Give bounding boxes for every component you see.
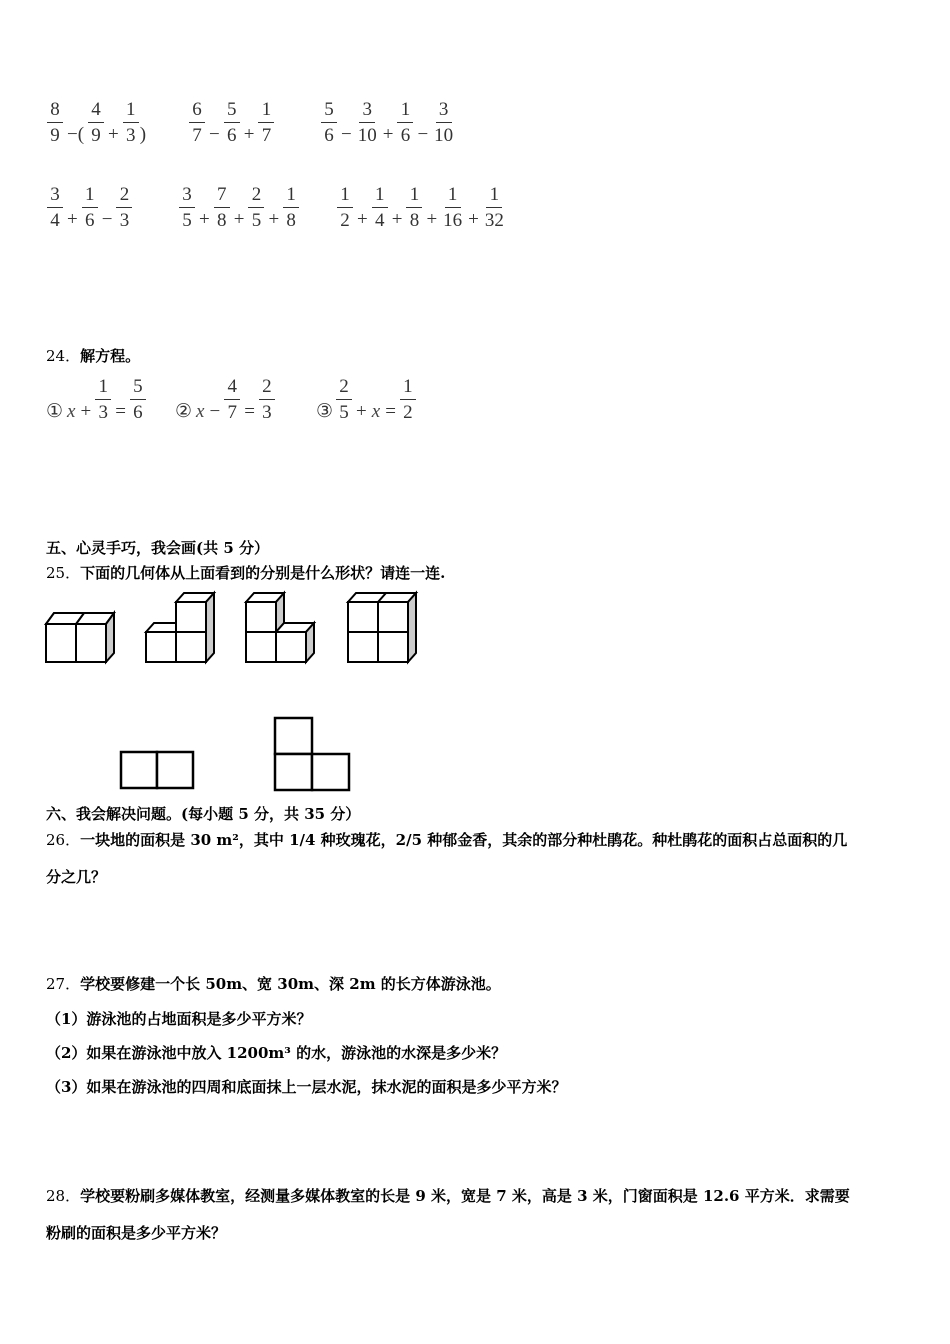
equation-1 <box>46 377 147 422</box>
operator: + <box>426 208 438 230</box>
operator: − <box>417 123 429 145</box>
fraction: $\frac{1}{4}$ <box>372 185 388 230</box>
expr-2-3 <box>336 185 507 230</box>
fraction: $\frac{1}{32}$ <box>484 184 504 231</box>
operator: + <box>468 208 479 230</box>
top-view-l-shape[interactable] <box>270 716 354 792</box>
equals: = <box>244 400 255 422</box>
section-5-heading: 五、心灵手巧，我会画(共 5 分） <box>46 539 269 557</box>
circled-number: ③ <box>316 401 334 422</box>
cube-figures <box>40 588 430 670</box>
question-25: 25．下面的几何体从上面看到的分别是什么形状？请连一连. <box>46 564 446 582</box>
operator: + <box>108 123 119 145</box>
fraction: $\frac{4}{7}$ <box>224 377 240 422</box>
fraction: $\frac{2}{3}$ <box>259 377 275 422</box>
fraction: $\frac{1}{3}$ <box>95 377 111 422</box>
cube-figure-2 <box>146 593 214 662</box>
fraction: $\frac{1}{8}$ <box>406 185 422 230</box>
fraction: $\frac{2}{3}$ <box>116 185 132 230</box>
equals: = <box>385 400 396 422</box>
fraction: $\frac{2}{5}$ <box>336 377 352 422</box>
operator: + <box>67 208 78 230</box>
fraction: $\frac{6}{7}$ <box>189 100 205 145</box>
fraction: $\frac{1}{8}$ <box>283 185 299 230</box>
operator: + <box>356 400 367 422</box>
expr-2-1 <box>46 185 133 230</box>
operator: + <box>268 208 280 230</box>
fraction: $\frac{3}{10}$ <box>434 99 454 146</box>
expr-2-2 <box>178 185 300 230</box>
fraction: $\frac{5}{6}$ <box>130 377 146 422</box>
variable: x <box>371 400 381 422</box>
question-27-part1: （1）游泳池的占地面积是多少平方米？ <box>46 1010 312 1028</box>
question-28-line2: 粉刷的面积是多少平方米？ <box>46 1224 227 1242</box>
variable: x <box>67 400 76 422</box>
fraction: $\frac{5}{6}$ <box>224 100 240 145</box>
equation-3 <box>316 377 417 422</box>
fraction: $\frac{5}{6}$ <box>321 100 337 145</box>
fraction: $\frac{4}{9}$ <box>88 100 104 145</box>
fraction: $\frac{1}{7}$ <box>258 100 274 145</box>
cube-figure-1 <box>46 613 114 662</box>
fraction: $\frac{1}{6}$ <box>397 100 413 145</box>
question-26-line2: 分之几？ <box>46 868 107 886</box>
expr-1-3 <box>320 100 456 145</box>
question-27-part2: （2）如果在游泳池中放入 1200m³ 的水，游泳池的水深是多少米？ <box>46 1044 507 1062</box>
operator: + <box>243 123 255 145</box>
operator: −( <box>67 123 85 145</box>
operator: + <box>382 123 394 145</box>
cube-figure-4 <box>348 593 416 662</box>
top-view-1x2[interactable] <box>118 716 198 792</box>
operator: + <box>233 208 245 230</box>
fraction: $\frac{1}{16}$ <box>443 184 463 231</box>
operator: + <box>80 400 92 422</box>
fraction: $\frac{3}{4}$ <box>47 185 63 230</box>
fraction: $\frac{1}{2}$ <box>400 377 416 422</box>
equals: = <box>115 400 126 422</box>
fraction: $\frac{3}{5}$ <box>179 185 195 230</box>
fraction: $\frac{2}{5}$ <box>248 185 264 230</box>
paren: ) <box>139 123 147 145</box>
question-27-part3: （3）如果在游泳池的四周和底面抹上一层水泥，抹水泥的面积是多少平方米？ <box>46 1078 567 1096</box>
question-27: 27．学校要修建一个长 50m、宽 30m、深 2m 的长方体游泳池。 <box>46 975 501 993</box>
question-24: 24．解方程。 <box>46 347 141 365</box>
fraction: $\frac{7}{8}$ <box>214 185 230 230</box>
fraction: $\frac{1}{3}$ <box>123 100 139 145</box>
section-6-heading: 六、我会解决问题。(每小题 5 分，共 35 分） <box>46 805 361 823</box>
operator: + <box>391 208 403 230</box>
variable: x <box>196 400 205 422</box>
fraction: $\frac{1}{2}$ <box>337 185 353 230</box>
circled-number: ① <box>46 401 64 422</box>
fraction: $\frac{1}{6}$ <box>82 185 98 230</box>
operator: − <box>209 123 220 145</box>
circled-number: ② <box>175 401 193 422</box>
operator: − <box>341 123 352 145</box>
operator: − <box>209 400 221 422</box>
expr-1-2 <box>188 100 275 145</box>
expr-1-1 <box>46 100 146 145</box>
equation-2 <box>175 377 276 422</box>
operator: + <box>199 208 210 230</box>
cube-figure-3 <box>246 593 314 662</box>
question-28-line1: 28．学校要粉刷多媒体教室，经测量多媒体教室的长是 9 米，宽是 7 米，高是 3 米，门窗面积是 12.6 平方米．求需要 <box>46 1187 850 1205</box>
fraction: $\frac{8}{9}$ <box>47 100 63 145</box>
question-26-line1: 26．一块地的面积是 30 m²，其中 1/4 种玫瑰花，2/5 种郁金香，其余的部分种杜鹃花。种杜鹃花的面积占总面积的几 <box>46 831 848 849</box>
operator: + <box>357 208 368 230</box>
fraction: $\frac{3}{10}$ <box>357 99 377 146</box>
operator: − <box>101 208 113 230</box>
